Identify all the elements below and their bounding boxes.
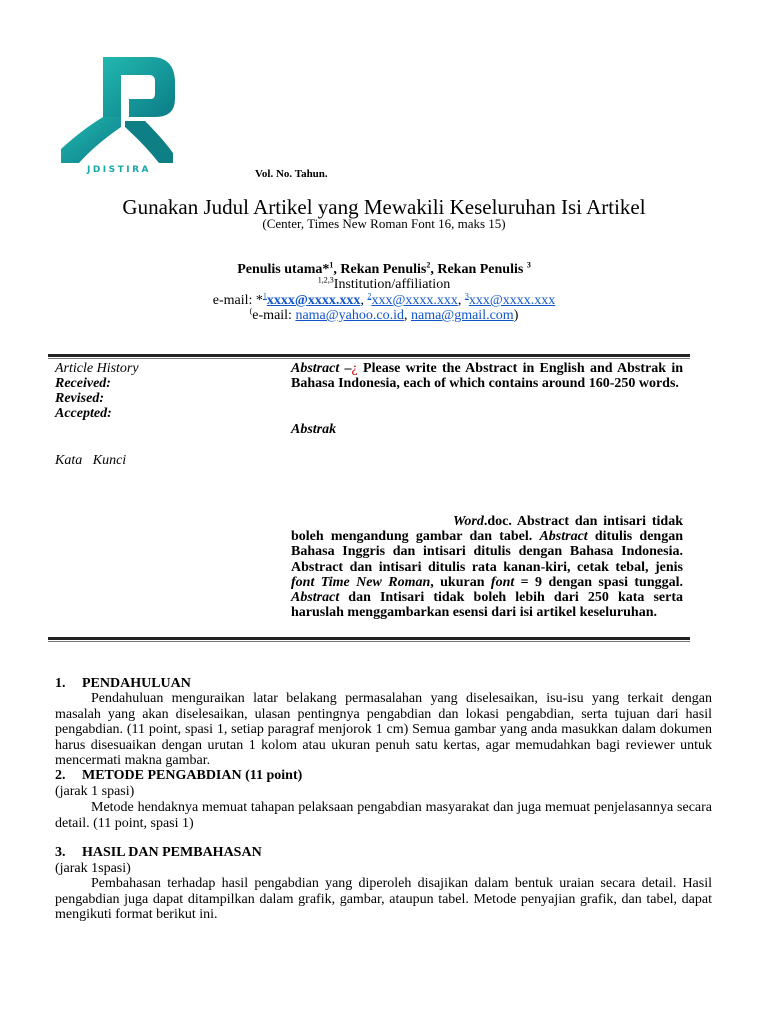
section-number: 2.	[55, 768, 66, 783]
font-italic: font Time New Roman	[291, 574, 431, 590]
email-3-link[interactable]: xxx@xxxx.xxx	[468, 293, 556, 308]
section-heading-2	[55, 768, 302, 784]
abstrak-label: Abstrak	[291, 422, 337, 437]
section-heading-3	[55, 845, 262, 861]
email2-link-2[interactable]: nama@gmail.com	[410, 308, 514, 323]
abstract-dash: –	[339, 361, 352, 376]
section-heading-1	[55, 676, 191, 692]
abstract-bottom-rule	[48, 637, 690, 640]
abstract-top-rule	[48, 354, 690, 357]
section-title: METODE PENGABDIAN (11 point)	[82, 768, 303, 783]
author-line: Penulis utama*$^1$, Rekan Penulis$^2$, Rekan Penulis $^3$	[237, 260, 531, 277]
section-number: 3.	[55, 845, 66, 860]
revised-label: Revised:	[55, 391, 104, 406]
abstract-text-1: Please write the Abstract in English and Abstrak in Bahasa Indonesia, each of which contains around 160-250 words.	[291, 361, 683, 392]
abstract-text-2e: dan Intisari tidak boleh lebih dari 250 kata serta haruslah menggambarkan esensi dari isi artikel keseluruhan.	[291, 590, 683, 621]
keywords-label: Kata Kunci	[55, 453, 127, 468]
affiliation: Institution/affiliation	[333, 277, 451, 292]
abstract-text-2c: , ukuran	[430, 574, 491, 590]
email2-label: e-mail:	[252, 308, 296, 323]
email-line-2: (e-mail: nama@yahoo.co.id, nama@gmail.com)	[249, 306, 519, 323]
word-label: Word	[453, 514, 484, 529]
email-1-sup: 1	[262, 291, 267, 301]
abstract-bottom-rule-thin	[48, 641, 690, 642]
article-title: Gunakan Judul Artikel yang Mewakili Keseluruhan Isi Artikel	[122, 195, 646, 219]
journal-logo	[55, 55, 180, 177]
co-author-1: Rekan Penulis	[340, 262, 427, 277]
email-2-sup: 2	[367, 291, 372, 301]
email2-link-1[interactable]: nama@yahoo.co.id	[295, 308, 404, 323]
volume-line: Vol. No. Tahun.	[255, 168, 328, 180]
email-2-link[interactable]: xxx@xxxx.xxx	[371, 293, 458, 308]
affiliation-sup: 1,2,3	[317, 275, 334, 285]
email-1-link[interactable]: xxxx@xxxx.xxx	[266, 293, 361, 308]
co-author-2-sup: 3	[526, 260, 531, 270]
abstract-text-2b: ditulis dengan Bahasa Inggris dan intisari ditulis dengan Bahasa Indonesia. Abstract dan intisari ditulis rata kanan-kiri, cetak tebal, jenis	[291, 529, 683, 575]
abstract-text-2d: = 9 dengan spasi tunggal.	[514, 574, 684, 590]
section-title: PENDAHULUAN	[82, 676, 191, 691]
abstract-instructions	[291, 514, 683, 620]
email-label: e-mail: *	[212, 293, 263, 308]
abstract-glyph: ¿	[351, 361, 358, 376]
abstract-english	[291, 361, 683, 391]
email2-sup: (	[249, 306, 253, 316]
email-line: e-mail: *$^1$xxxx@xxxx.xxx, $^2$xxx@xxxx.xxx, $^3$xxx@xxxx.xxx	[212, 291, 556, 308]
main-author: Penulis utama*	[237, 262, 330, 277]
abstract-italic-1: Abstract	[539, 529, 588, 545]
logo-text: JDISTIRA	[86, 165, 152, 175]
abstract-top-rule-thin	[48, 358, 690, 359]
co-author-2: Rekan Penulis	[437, 262, 524, 277]
section-title: HASIL DAN PEMBAHASAN	[82, 845, 262, 860]
abstract-italic-2: Abstract	[291, 590, 340, 606]
section-body-3: Pembahasan terhadap hasil pengabdian yang diperoleh disajikan dalam bentuk uraian secara detail. Hasil pengabdian juga dapat ditampilkan dalam grafik, gambar, ataupun tabel. Metode penyajian grafik, dan tabel, dapat mengikuti format berikut ini.	[55, 876, 712, 922]
main-author-sup: 1	[329, 260, 334, 270]
jdistira-logo-icon	[55, 55, 180, 177]
affiliation-line	[0, 277, 768, 293]
email2-close: )	[513, 308, 519, 323]
section-spacing-note-3: (jarak 1spasi)	[55, 861, 131, 876]
article-history-heading: Article History	[55, 361, 139, 376]
abstract-label: Abstract	[291, 361, 340, 376]
co-author-1-sup: 2	[426, 260, 431, 270]
section-body-2: Metode hendaknya memuat tahapan pelaksaan pengabdian masyarakat dan juga memuat penjelasannya secara detail. (11 point, spasi 1)	[55, 800, 712, 831]
received-label: Received:	[55, 376, 111, 391]
font-word: font	[490, 574, 515, 590]
section-spacing-note-2: (jarak 1 spasi)	[55, 784, 135, 799]
section-body-1: Pendahuluan menguraikan latar belakang permasalahan yang diselesaikan, isu-isu yang terkait dengan masalah yang akan diselesaikan, ulasan pentingnya pengabdian dan lokasi pengabdian, serta tujuan dari hasil pengabdian. (11 point, spasi 1, setiap paragraf menjorok 1 cm) Semua gambar yang anda masukkan dalam dokumen harus disesuaikan dengan urutan 1 kolom atau ukuran penuh satu kertas, agar memudahkan bagi reviewer untuk mencermati makna gambar.	[55, 691, 712, 768]
section-number: 1.	[55, 676, 66, 691]
email-3-sup: 3	[464, 291, 469, 301]
title-note: (Center, Times New Roman Font 16, maks 15)	[262, 216, 506, 231]
abstract-text-2a: .doc. Abstract dan intisari tidak boleh mengandung gambar dan tabel.	[291, 514, 683, 545]
accepted-label: Accepted:	[55, 406, 112, 421]
